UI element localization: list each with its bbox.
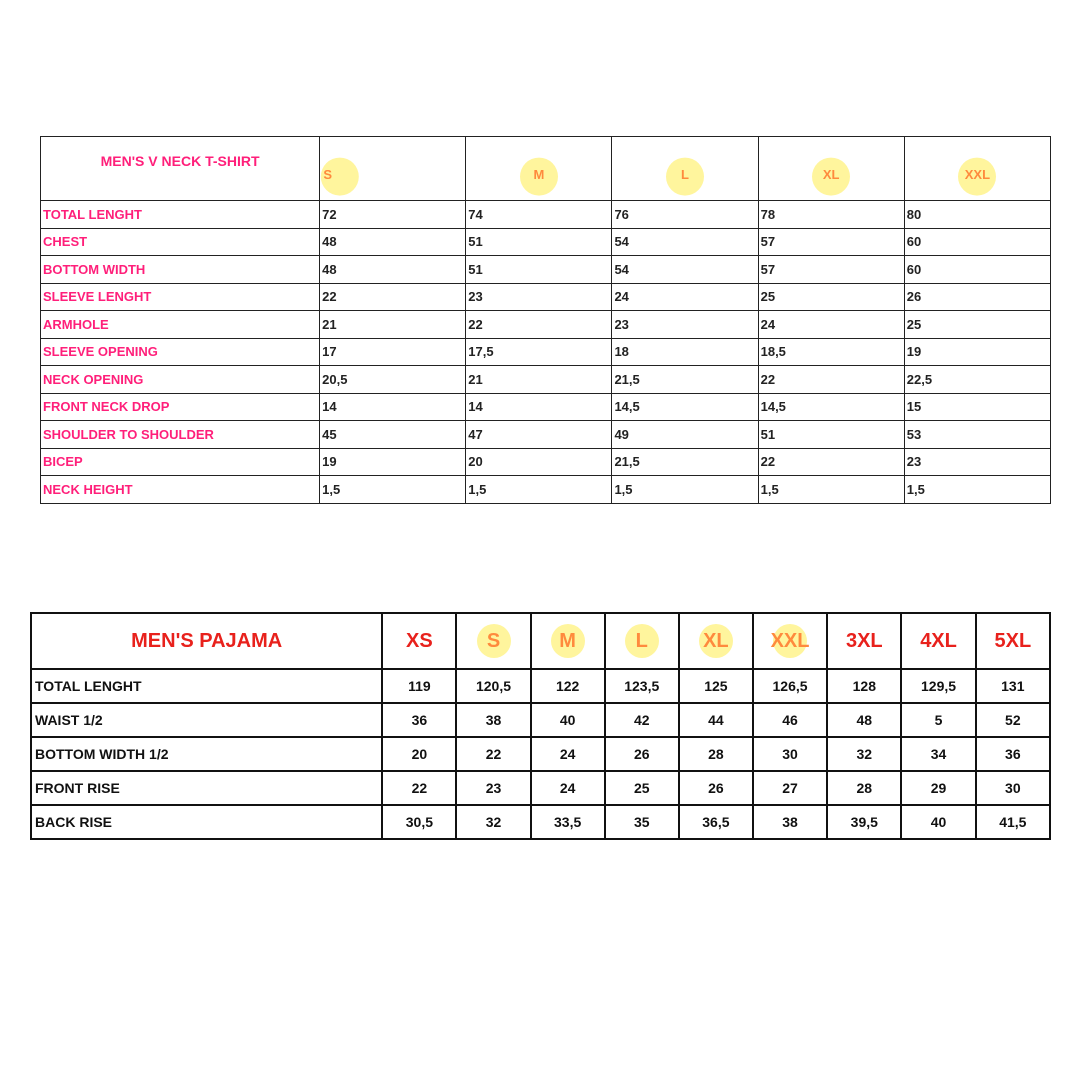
- pajama-size-header: [976, 613, 1050, 669]
- pajama-size-header: [827, 613, 901, 669]
- pajama-cell: 36,5: [679, 805, 753, 839]
- tshirt-cell: 22: [466, 311, 612, 339]
- tshirt-row: [41, 476, 1051, 504]
- pajama-size-header: [531, 613, 605, 669]
- pajama-cell: 27: [753, 771, 827, 805]
- pajama-cell: 35: [605, 805, 679, 839]
- pajama-row: [31, 703, 1050, 737]
- pajama-cell: 38: [753, 805, 827, 839]
- pajama-cell: 36: [976, 737, 1050, 771]
- tshirt-cell: 76: [612, 201, 758, 229]
- pajama-cell: 30: [753, 737, 827, 771]
- tshirt-row: [41, 366, 1051, 394]
- pajama-row-label: FRONT RISE: [31, 771, 382, 805]
- tshirt-cell: 14,5: [758, 393, 904, 421]
- tshirt-cell: 22: [320, 283, 466, 311]
- pajama-size-label: XXL: [770, 629, 810, 652]
- tshirt-row: [41, 448, 1051, 476]
- tshirt-cell: 80: [904, 201, 1050, 229]
- pajama-title: MEN'S PAJAMA: [31, 613, 382, 669]
- tshirt-size-label: XXL: [964, 167, 991, 182]
- pajama-size-header: [753, 613, 827, 669]
- tshirt-row-label: CHEST: [41, 228, 320, 256]
- tshirt-cell: 17,5: [466, 338, 612, 366]
- tshirt-size-header: [466, 137, 612, 201]
- tshirt-size-label: S: [323, 167, 333, 182]
- tshirt-cell: 22: [758, 366, 904, 394]
- pajama-size-header: [679, 613, 753, 669]
- pajama-size-label: XL: [703, 629, 729, 652]
- tshirt-cell: 1,5: [904, 476, 1050, 504]
- pajama-cell: 20: [382, 737, 456, 771]
- tshirt-cell: 21,5: [612, 366, 758, 394]
- pajama-cell: 52: [976, 703, 1050, 737]
- pajama-row: [31, 805, 1050, 839]
- pajama-size-table: [30, 612, 1051, 840]
- pajama-cell: 38: [456, 703, 530, 737]
- tshirt-row: [41, 393, 1051, 421]
- pajama-cell: 34: [901, 737, 975, 771]
- pajama-size-label: 5XL: [994, 629, 1032, 652]
- tshirt-row-label: SLEEVE LENGHT: [41, 283, 320, 311]
- tshirt-cell: 23: [904, 448, 1050, 476]
- tshirt-cell: 14: [320, 393, 466, 421]
- tshirt-cell: 20,5: [320, 366, 466, 394]
- pajama-header-row: [31, 613, 1050, 669]
- tshirt-row: [41, 283, 1051, 311]
- pajama-cell: 22: [456, 737, 530, 771]
- pajama-row: [31, 669, 1050, 703]
- tshirt-cell: 17: [320, 338, 466, 366]
- pajama-size-label: XS: [406, 629, 433, 652]
- tshirt-cell: 1,5: [612, 476, 758, 504]
- tshirt-cell: 22: [758, 448, 904, 476]
- tshirt-row-label: NECK HEIGHT: [41, 476, 320, 504]
- pajama-cell: 24: [531, 737, 605, 771]
- tshirt-cell: 57: [758, 228, 904, 256]
- pajama-row-label: BACK RISE: [31, 805, 382, 839]
- pajama-size-header: [901, 613, 975, 669]
- tshirt-cell: 1,5: [320, 476, 466, 504]
- tshirt-cell: 1,5: [758, 476, 904, 504]
- tshirt-cell: 45: [320, 421, 466, 449]
- pajama-cell: 120,5: [456, 669, 530, 703]
- tshirt-header-row: [41, 137, 1051, 201]
- pajama-cell: 25: [605, 771, 679, 805]
- tshirt-size-table: [40, 136, 1051, 504]
- tshirt-row: [41, 311, 1051, 339]
- tshirt-row: [41, 338, 1051, 366]
- tshirt-row-label: ARMHOLE: [41, 311, 320, 339]
- pajama-cell: 39,5: [827, 805, 901, 839]
- tshirt-cell: 51: [466, 228, 612, 256]
- tshirt-cell: 25: [758, 283, 904, 311]
- tshirt-cell: 21,5: [612, 448, 758, 476]
- tshirt-cell: 54: [612, 228, 758, 256]
- pajama-cell: 22: [382, 771, 456, 805]
- tshirt-cell: 21: [320, 311, 466, 339]
- pajama-cell: 119: [382, 669, 456, 703]
- tshirt-cell: 51: [758, 421, 904, 449]
- tshirt-cell: 19: [320, 448, 466, 476]
- tshirt-row: [41, 201, 1051, 229]
- tshirt-cell: 20: [466, 448, 612, 476]
- pajama-size-header: [382, 613, 456, 669]
- pajama-cell: 128: [827, 669, 901, 703]
- pajama-row: [31, 737, 1050, 771]
- pajama-cell: 40: [531, 703, 605, 737]
- tshirt-cell: 74: [466, 201, 612, 229]
- pajama-row-label: WAIST 1/2: [31, 703, 382, 737]
- pajama-cell: 32: [456, 805, 530, 839]
- pajama-size-label: M: [559, 629, 576, 652]
- tshirt-cell: 53: [904, 421, 1050, 449]
- tshirt-row: [41, 421, 1051, 449]
- tshirt-cell: 19: [904, 338, 1050, 366]
- tshirt-row-label: NECK OPENING: [41, 366, 320, 394]
- pajama-row-label: TOTAL LENGHT: [31, 669, 382, 703]
- pajama-cell: 44: [679, 703, 753, 737]
- pajama-cell: 40: [901, 805, 975, 839]
- tshirt-cell: 24: [612, 283, 758, 311]
- pajama-size-label: L: [635, 629, 648, 652]
- tshirt-cell: 15: [904, 393, 1050, 421]
- tshirt-row-label: SHOULDER TO SHOULDER: [41, 421, 320, 449]
- tshirt-row: [41, 256, 1051, 284]
- tshirt-cell: 22,5: [904, 366, 1050, 394]
- tshirt-cell: 23: [612, 311, 758, 339]
- pajama-cell: 125: [679, 669, 753, 703]
- tshirt-cell: 14,5: [612, 393, 758, 421]
- pajama-cell: 5: [901, 703, 975, 737]
- pajama-size-header: [605, 613, 679, 669]
- pajama-size-label: 4XL: [920, 629, 957, 652]
- pajama-cell: 29: [901, 771, 975, 805]
- tshirt-cell: 78: [758, 201, 904, 229]
- tshirt-size-header: [904, 137, 1050, 201]
- pajama-cell: 28: [679, 737, 753, 771]
- tshirt-cell: 18,5: [758, 338, 904, 366]
- tshirt-cell: 51: [466, 256, 612, 284]
- tshirt-cell: 1,5: [466, 476, 612, 504]
- pajama-cell: 129,5: [901, 669, 975, 703]
- tshirt-cell: 57: [758, 256, 904, 284]
- pajama-cell: 30: [976, 771, 1050, 805]
- tshirt-cell: 26: [904, 283, 1050, 311]
- pajama-cell: 23: [456, 771, 530, 805]
- tshirt-size-label: M: [533, 167, 545, 182]
- tshirt-size-header: [320, 137, 466, 201]
- pajama-cell: 26: [679, 771, 753, 805]
- tshirt-cell: 21: [466, 366, 612, 394]
- tshirt-size-header: [758, 137, 904, 201]
- pajama-cell: 24: [531, 771, 605, 805]
- pajama-row-label: BOTTOM WIDTH 1/2: [31, 737, 382, 771]
- pajama-cell: 36: [382, 703, 456, 737]
- tshirt-title: MEN'S V NECK T-SHIRT: [41, 137, 320, 201]
- tshirt-row-label: BOTTOM WIDTH: [41, 256, 320, 284]
- tshirt-cell: 48: [320, 256, 466, 284]
- pajama-cell: 122: [531, 669, 605, 703]
- tshirt-row-label: BICEP: [41, 448, 320, 476]
- pajama-size-label: S: [486, 629, 501, 652]
- tshirt-cell: 47: [466, 421, 612, 449]
- pajama-size-header: [456, 613, 530, 669]
- pajama-cell: 28: [827, 771, 901, 805]
- tshirt-cell: 18: [612, 338, 758, 366]
- pajama-cell: 42: [605, 703, 679, 737]
- pajama-cell: 32: [827, 737, 901, 771]
- tshirt-size-header: [612, 137, 758, 201]
- tshirt-row-label: FRONT NECK DROP: [41, 393, 320, 421]
- pajama-cell: 30,5: [382, 805, 456, 839]
- pajama-cell: 26: [605, 737, 679, 771]
- tshirt-cell: 60: [904, 256, 1050, 284]
- tshirt-row-label: SLEEVE OPENING: [41, 338, 320, 366]
- pajama-cell: 126,5: [753, 669, 827, 703]
- pajama-cell: 48: [827, 703, 901, 737]
- tshirt-cell: 25: [904, 311, 1050, 339]
- pajama-cell: 33,5: [531, 805, 605, 839]
- tshirt-cell: 23: [466, 283, 612, 311]
- tshirt-cell: 60: [904, 228, 1050, 256]
- tshirt-size-label: L: [681, 167, 689, 182]
- tshirt-cell: 48: [320, 228, 466, 256]
- pajama-size-label: 3XL: [845, 629, 883, 652]
- tshirt-row-label: TOTAL LENGHT: [41, 201, 320, 229]
- tshirt-cell: 14: [466, 393, 612, 421]
- tshirt-cell: 54: [612, 256, 758, 284]
- tshirt-cell: 49: [612, 421, 758, 449]
- pajama-cell: 123,5: [605, 669, 679, 703]
- pajama-cell: 46: [753, 703, 827, 737]
- tshirt-cell: 72: [320, 201, 466, 229]
- pajama-row: [31, 771, 1050, 805]
- tshirt-size-label: XL: [822, 167, 840, 182]
- tshirt-cell: 24: [758, 311, 904, 339]
- tshirt-row: [41, 228, 1051, 256]
- pajama-cell: 41,5: [976, 805, 1050, 839]
- pajama-cell: 131: [976, 669, 1050, 703]
